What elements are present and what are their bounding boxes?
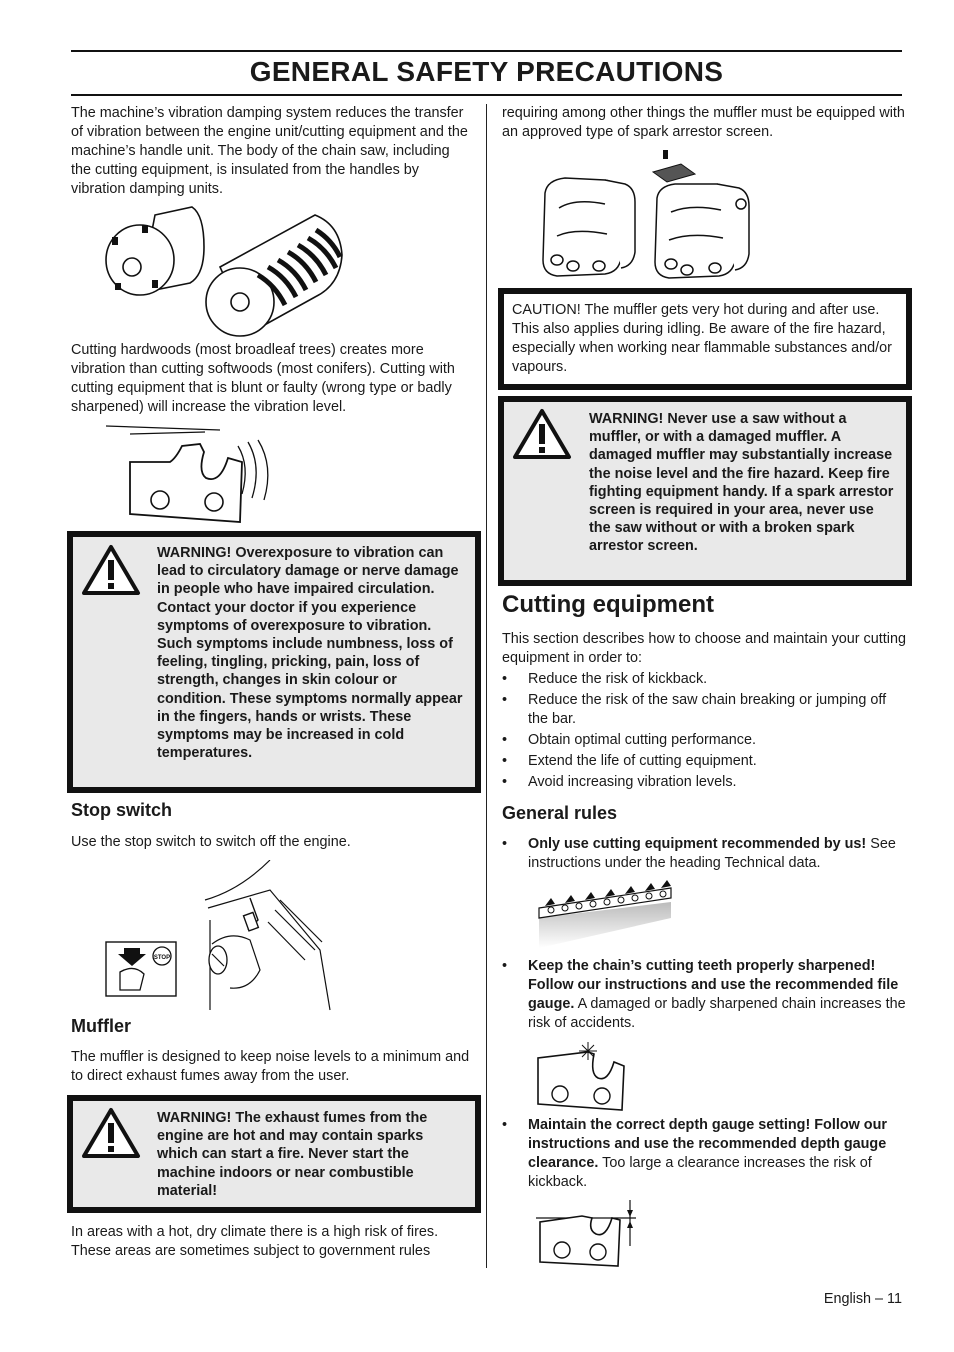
stop-switch-illustration bbox=[100, 860, 340, 1012]
cutting-goals-list bbox=[502, 670, 907, 792]
spark-arrestor-text: requiring among other things the muffler must be equipped with an approved type of spark arrestor screen. bbox=[502, 105, 905, 140]
warning-triangle-icon bbox=[80, 543, 142, 597]
muffler-warning-text: WARNING! Never use a saw without a muffler, or with a damaged muffler. A damaged muffler may substantially increase the noise level and the fire hazard. Keep fire fighting equipment handy. If a spark arrestor screen is required in your area, never use the saw without or with a broken spark arrestor screen. bbox=[589, 411, 894, 555]
list-item: • Avoid increasing vibration levels. bbox=[502, 773, 907, 792]
rule3-text: Too large a clearance increases the risk of kickback. bbox=[528, 1155, 872, 1190]
sharp-tooth-illustration bbox=[532, 1038, 632, 1114]
column-divider bbox=[486, 104, 487, 1268]
header-rule-bottom bbox=[71, 94, 902, 96]
warning-triangle-icon bbox=[80, 1106, 142, 1160]
chain-vibration-illustration bbox=[100, 422, 280, 527]
depth-gauge-illustration bbox=[532, 1198, 642, 1270]
page-title: GENERAL SAFETY PRECAUTIONS bbox=[249, 56, 724, 87]
muffler-illustration bbox=[535, 148, 755, 283]
general-rules-heading: General rules bbox=[502, 803, 618, 823]
vibration-intro-text: The machine’s vibration damping system reduces the transfer of vibration between the engine unit/cutting equipment and the machine’s handle unit. The body of the chain saw, including the cutting equipment, is insulated from the handles by vibration damping units. bbox=[71, 105, 468, 197]
rule1-text: See instructions under the heading Technical data. bbox=[528, 836, 896, 871]
header-rule-top bbox=[71, 50, 902, 52]
rule2-bold: Keep the chain’s cutting teeth properly sharpened! Follow our instructions and use the recommended file gauge. bbox=[528, 958, 899, 1012]
list-item: • Reduce the risk of the saw chain breaking or jumping off the bar. bbox=[502, 691, 907, 729]
muffler-text: The muffler is designed to keep noise levels to a minimum and to direct exhaust fumes away from the user. bbox=[71, 1049, 470, 1084]
warning-triangle-icon bbox=[511, 407, 573, 461]
rule2-text: A damaged or badly sharpened chain increases the risk of accidents. bbox=[528, 996, 906, 1031]
rule-item-equipment bbox=[502, 835, 907, 873]
muffler-heading: Muffler bbox=[71, 1016, 131, 1036]
hardwoods-text: Cutting hardwoods (most broadleaf trees) creates more vibration than cutting softwoods (most conifers). Cutting with cutting equipment that is blunt or faulty (wrong type or badly sharpened) will increase the vibration level. bbox=[71, 342, 455, 415]
damping-units-illustration bbox=[100, 205, 350, 340]
exhaust-warning-text: WARNING! The exhaust fumes from the engine are hot and may contain sparks which can start a fire. Never start the machine indoors or near combustible material! bbox=[157, 1110, 428, 1199]
cutting-equipment-heading: Cutting equipment bbox=[502, 591, 714, 618]
vibration-warning-text: WARNING! Overexposure to vibration can lead to circulatory damage or nerve damage in people who have impaired circulation. Contact your doctor if you experience symptoms of overexposure to vibration. Such symptoms include numbness, loss of feeling, tingling, pricking, pain, loss of strength, changes in skin colour or condition. These symptoms normally appear in the fingers, hands or wrists. These symptoms may be increased in cold temperatures. bbox=[157, 545, 463, 762]
stop-label: STOP bbox=[153, 955, 171, 961]
stop-switch-text: Use the stop switch to switch off the engine. bbox=[71, 834, 351, 850]
caution-text: CAUTION! The muffler gets very hot during and after use. This also applies during idling. Be aware of the fire hazard, especially when working near flammable substances and/or vapours. bbox=[512, 302, 892, 375]
general-rules-list-2 bbox=[502, 957, 907, 1033]
list-item: • Obtain optimal cutting performance. bbox=[502, 731, 907, 750]
rule-item-depth-gauge bbox=[502, 1116, 907, 1192]
list-item: • Reduce the risk of kickback. bbox=[502, 670, 907, 689]
cutting-intro-text: This section describes how to choose and maintain your cutting equipment in order to: bbox=[502, 631, 906, 666]
general-rules-list-3 bbox=[502, 1116, 907, 1192]
rule-item-sharpen bbox=[502, 957, 907, 1033]
stop-switch-heading: Stop switch bbox=[71, 800, 173, 820]
list-item: • Extend the life of cutting equipment. bbox=[502, 752, 907, 771]
rule1-bold: Only use cutting equipment recommended by us! bbox=[528, 836, 867, 852]
hot-climate-text: In areas with a hot, dry climate there is a high risk of fires. These areas are sometimes subject to government rules bbox=[71, 1224, 439, 1259]
rule3-bold: Maintain the correct depth gauge setting! Follow our instructions and use the recommended depth gauge clearance. bbox=[528, 1117, 887, 1171]
saw-chain-illustration bbox=[535, 878, 675, 948]
page-footer: English – 11 bbox=[823, 1291, 902, 1307]
general-rules-list bbox=[502, 835, 907, 873]
